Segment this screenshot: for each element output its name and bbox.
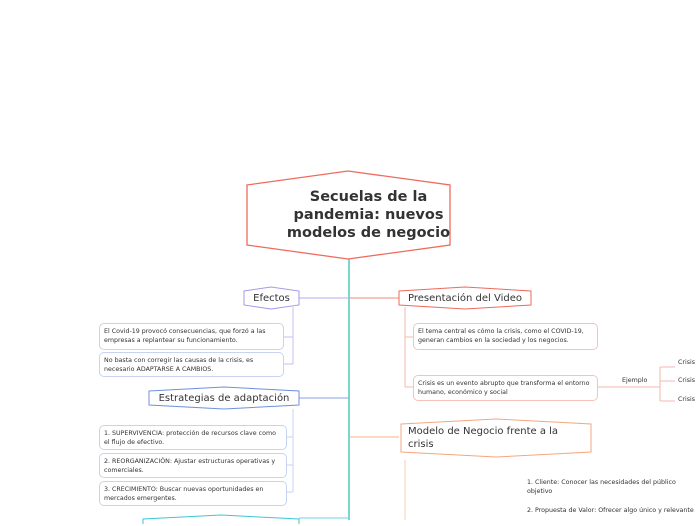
topic-bottom-left-partial[interactable]	[142, 514, 300, 526]
modelo-item-2[interactable]: 2. Propuesta de Valor: Ofrecer algo único y relevante	[527, 507, 694, 514]
central-title: Secuelas de la pandemia: nuevos modelos de negocio	[286, 189, 451, 241]
topic-presentacion[interactable]	[398, 286, 532, 310]
ejemplo-label[interactable]: Ejemplo	[622, 377, 648, 384]
ejemplo-item-1[interactable]: Crisis	[678, 359, 696, 366]
topic-modelo[interactable]	[400, 418, 592, 458]
presentacion-item-2[interactable]: Crisis es un evento abrupto que transforma el entorno humano, económico y social	[413, 375, 598, 401]
topic-modelo-label: Modelo de Negocio frente a la crisis	[408, 426, 559, 450]
modelo-item-1[interactable]: 1. Cliente: Conocer las necesidades del público objetivo	[527, 479, 676, 495]
topic-efectos-label: Efectos	[253, 292, 290, 304]
estrategias-item-1[interactable]: 1. SUPERVIVENCIA: protección de recursos clave como el flujo de efectivo.	[99, 425, 287, 450]
branch-efectos-children	[284, 307, 293, 364]
estrategias-item-3[interactable]: 3. CRECIMIENTO: Buscar nuevas oportunidades en mercados emergentes.	[99, 481, 287, 506]
efectos-item-1[interactable]: El Covid-19 provocó consecuencias, que forzó a las empresas a replantear su funcionamiento.	[99, 323, 284, 350]
branch-estrategias-children	[287, 409, 293, 492]
ejemplo-item-2[interactable]: Crisis	[678, 377, 696, 384]
ejemplo-item-3[interactable]: Crisis	[678, 396, 696, 403]
estrategias-item-2[interactable]: 2. REORGANIZACIÓN: Ajustar estructuras operativas y comerciales.	[99, 453, 287, 478]
topic-efectos[interactable]	[243, 286, 300, 310]
topic-estrategias[interactable]	[148, 386, 300, 410]
efectos-item-2[interactable]: No basta con corregir las causas de la crisis, es necesario ADAPTARSE A CAMBIOS.	[99, 352, 284, 377]
central-topic[interactable]	[246, 170, 451, 260]
branch-presentacion-children	[405, 307, 413, 387]
presentacion-item-1[interactable]: El tema central es cómo la crisis, como el COVID-19, generan cambios en la sociedad y los negocios.	[413, 323, 598, 350]
topic-presentacion-label: Presentación del Video	[407, 292, 523, 304]
topic-estrategias-label: Estrategias de adaptación	[158, 392, 290, 404]
